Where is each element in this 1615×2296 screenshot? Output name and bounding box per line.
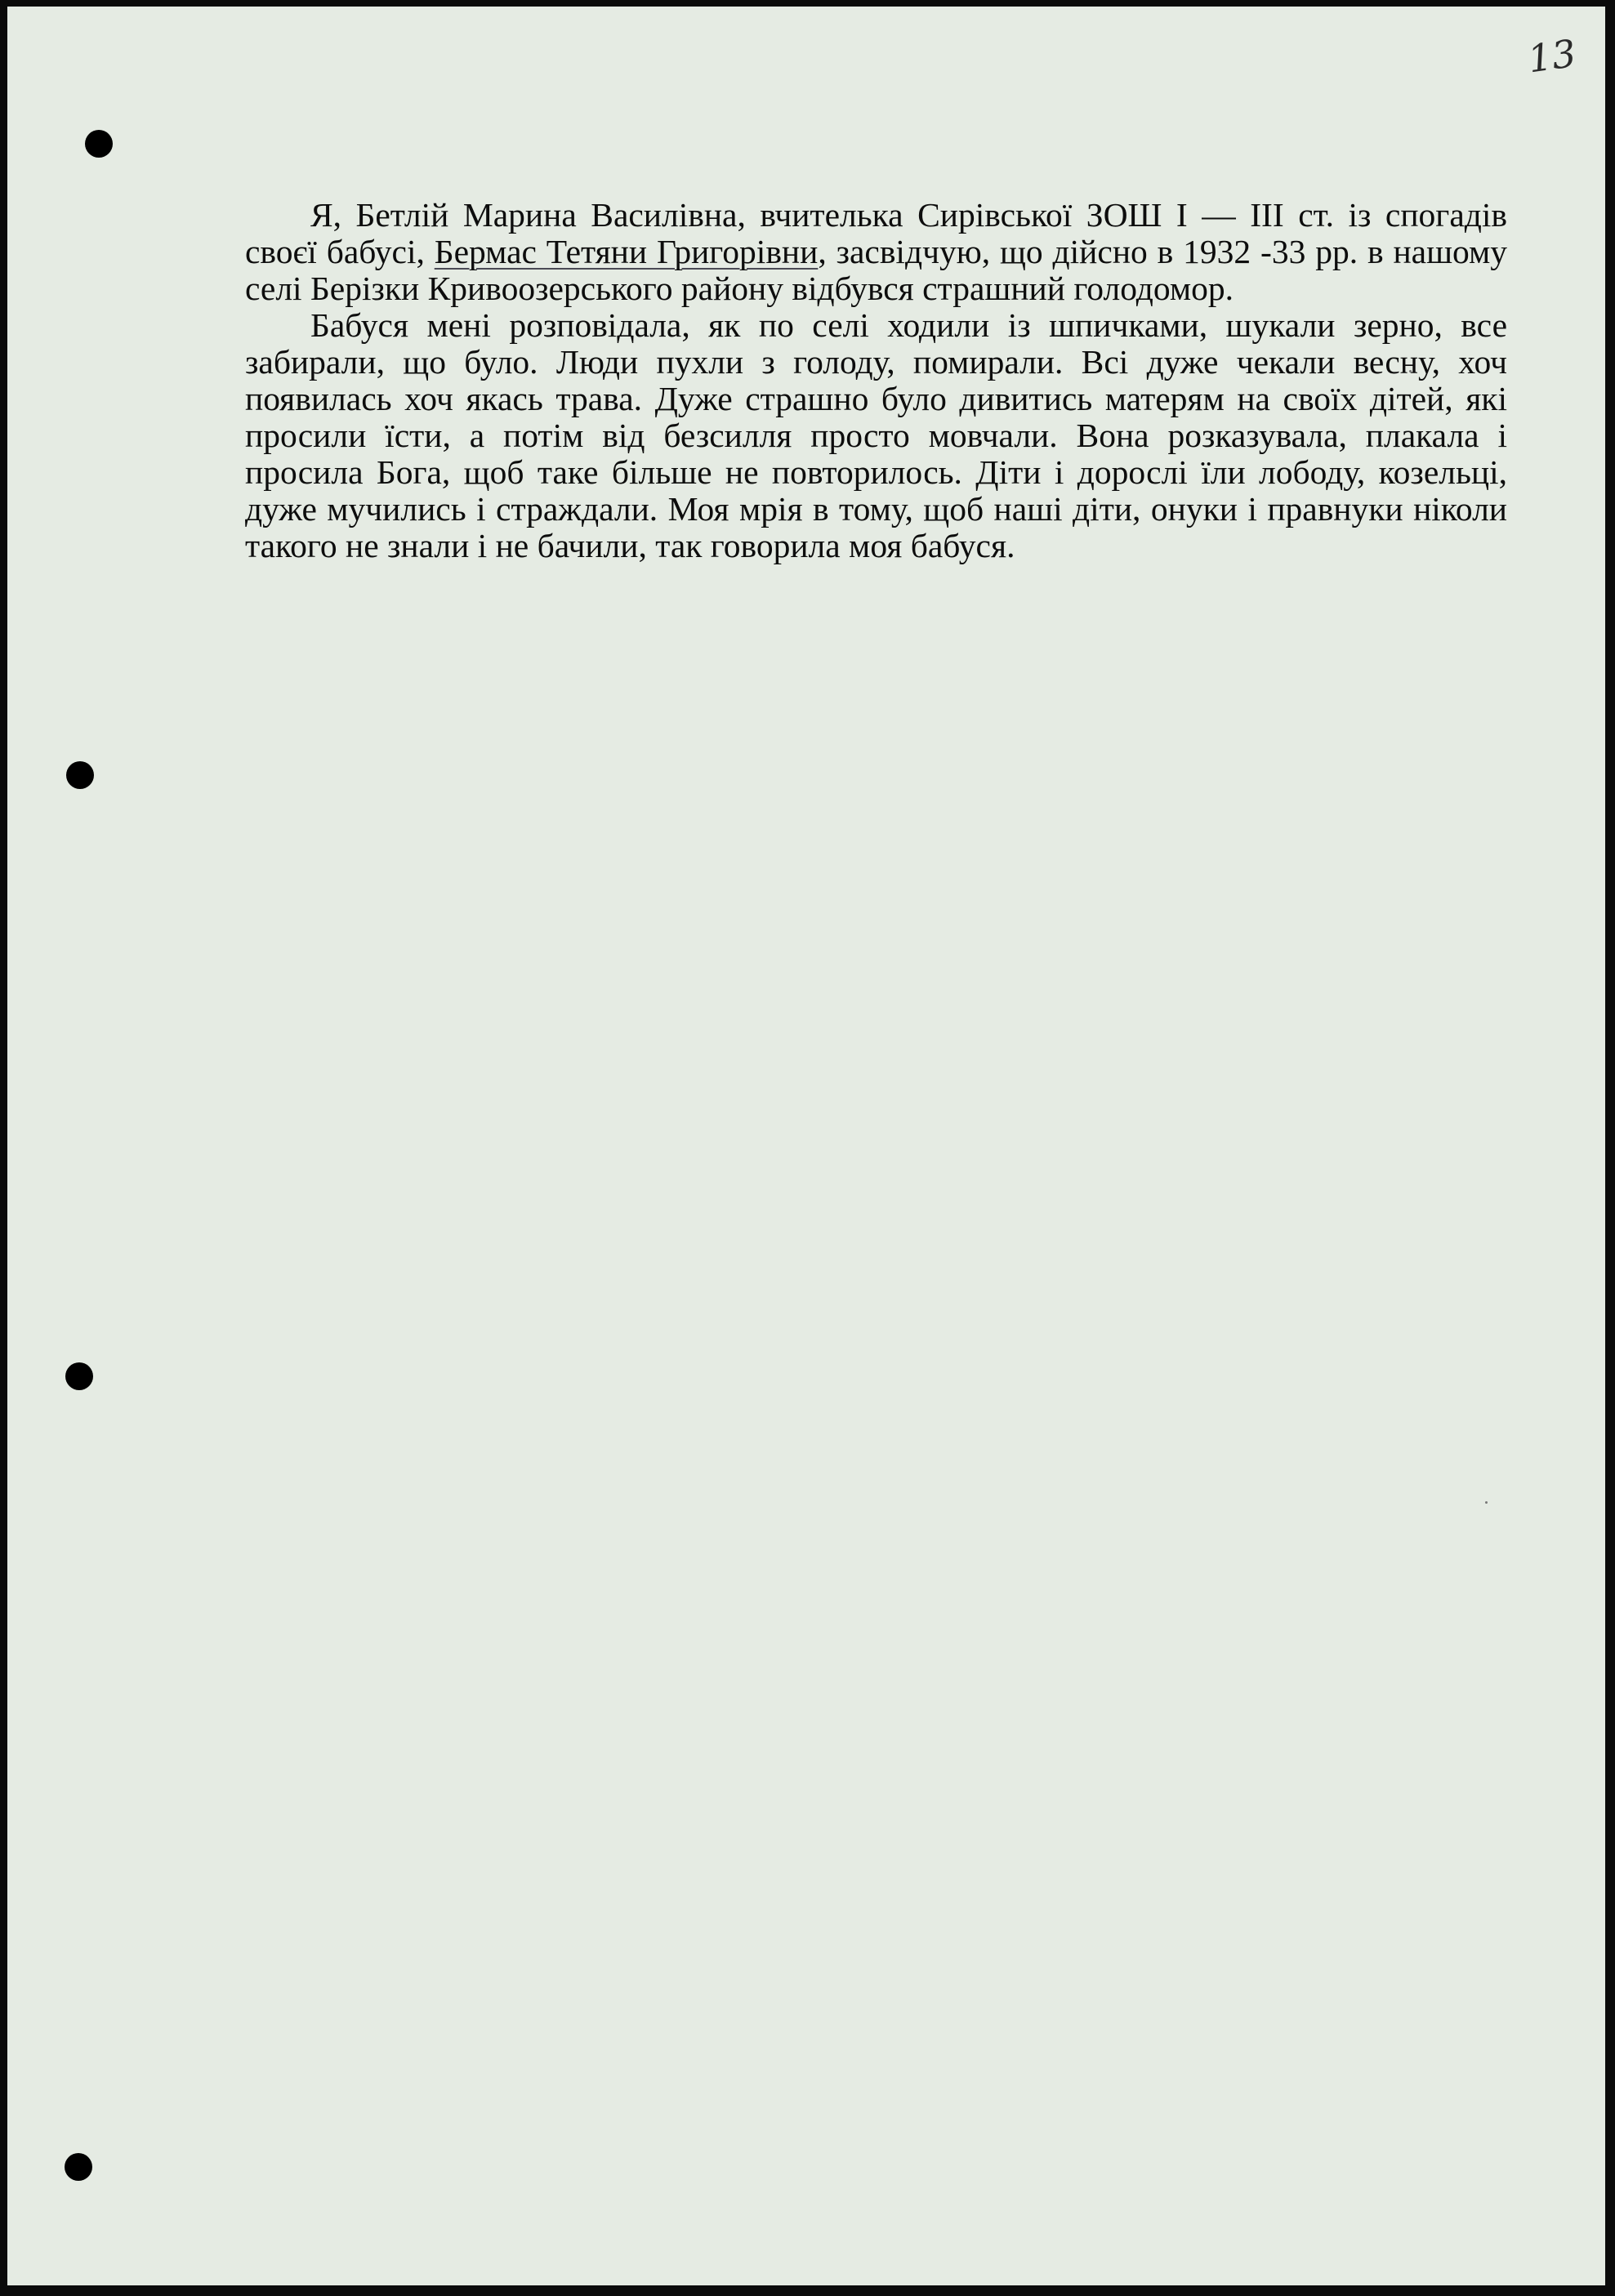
paragraph-memories: Бабуся мені розповідала, як по селі ходили із шпичками, шукали зерно, все забирали, що було. Люди пухли з голоду, помирали. Всі дуже чекали весну, хоч появилась хоч якась трава. Дуже страшно було дивитись матерям на своїх дітей, які просили їсти, а потім від безсилля просто мовчали. Вона розказувала, плакала і просила Бога, щоб таке більше не повторилось. Діти і дорослі їли лободу, козельці, дуже мучились і страждали. Моя мрія в тому, щоб наші діти, онуки і правнуки ніколи такого не знали і не бачили, так говорила моя бабуся.: [245, 306, 1507, 564]
intro-text-start: Я, Бетлій Марина Василівна, вчителька Сирівської ЗОШ І — ІІІ ст. із спогадів своєї бабусі,: [245, 196, 1507, 270]
underlined-name: Бермас Тетяни Григорівни: [434, 233, 819, 270]
handwritten-page-number: 13: [1525, 30, 1579, 82]
document-page: [7, 7, 1605, 2285]
scan-speck: [1485, 1501, 1488, 1504]
paragraph-intro: [245, 197, 1507, 307]
punch-hole-icon: [66, 761, 94, 789]
testimony-text: [245, 197, 1507, 564]
punch-hole-icon: [65, 2153, 92, 2181]
punch-hole-icon: [85, 130, 113, 158]
punch-hole-icon: [65, 1362, 93, 1390]
intro-text-end: , засвідчую, що дійсно в 1932 -33 рр. в нашому селі Берізки Кривоозерського району відбувся страшний голодомор.: [245, 233, 1507, 307]
